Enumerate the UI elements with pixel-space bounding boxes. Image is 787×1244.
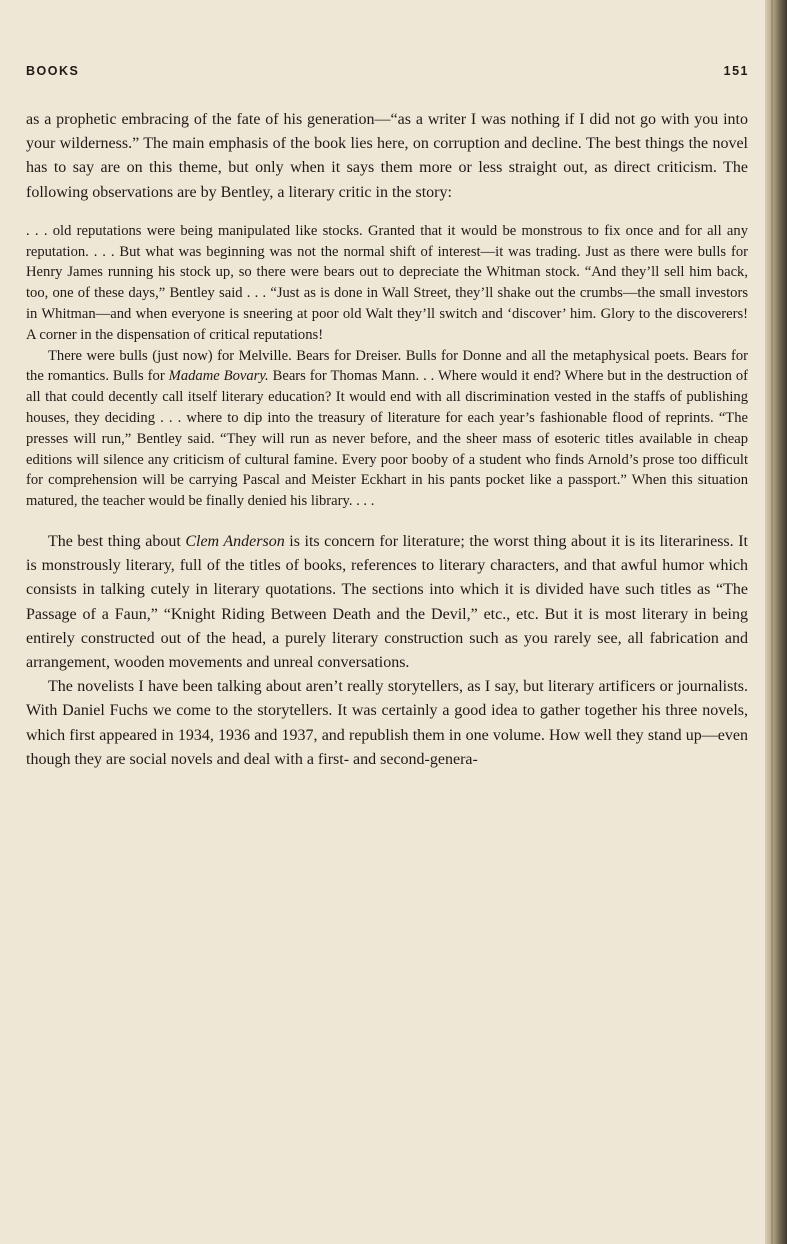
block-quote [26,221,748,512]
page-edge [765,0,787,1244]
page-body [26,108,748,772]
quote-text-b: Bears for Thomas Mann. . . Where would it end? Where but in the destruction of all that could decently call itself literary education? It would end with all discrimination vested in the staffs of publishing houses, they deciding . . . where to dip into the treasury of literature for each year’s fashionable flood of reprints. “The presses will run,” Bentley said. “They will run as never before, and the sheer mass of esoteric titles available in cheap editions will silence any criticism of cultural famine. Every poor booby of a student who finds Arnold’s prose too difficult for comprehension will be carrying Pascal and Meister Eckhart in his pants pocket like a passport.” When this situation matured, the teacher would be finally denied his library. . . . [26,368,748,510]
page-number: 151 [723,64,749,78]
quote-text-a: There were bulls (just now) for Melville. Bears for Dreiser. Bulls for Donne and all the metaphysical poets. Bears for the romantics. Bulls for [26,347,748,385]
para3-text-a: The best thing about [48,532,186,550]
paragraph-1: as a prophetic embracing of the fate of his generation—“as a writer I was nothing if I did not go with you into your wilderness.” The main emphasis of the book lies here, on corruption and decline. The best things the novel has to say are on this theme, but only when it says them more or less straight out, as direct criticism. The following observations are by Bentley, a literary critic in the story: [26,111,748,201]
running-head: BOOKS [26,64,80,78]
quote-paragraph-2 [26,346,748,512]
book-title-clem-anderson: Clem Anderson [185,532,285,550]
page-header [26,64,749,84]
paragraph-4: The novelists I have been talking about aren’t really storytellers, as I say, but literary artificers or journalists. With Daniel Fuchs we come to the storytellers. It was certainly a good idea to gather together his three novels, which first appeared in 1934, 1936 and 1937, and republish them in one volume. How well they stand up—even though they are social novels and deal with a first- and second-genera- [26,678,748,768]
book-title-madame-bovary: Madame Bovary. [168,368,269,385]
quote-paragraph-1: . . . old reputations were being manipulated like stocks. Granted that it would be monstrous to fix once and for all any reputation. . . . But what was beginning was not the normal shift of interest—it was trading. Just as there were bulls for Henry James running his stock up, so there were bears out to depreciate the Whitman stock. “And they’ll sell him back, too, one of these days,” Bentley said . . . “Just as is done in Wall Street, they’ll shake out the crumbs—the small investors in Whitman—and when everyone is sneering at poor old Walt they’ll switch and ‘discover’ him. Glory to the discoverers! A corner in the dispensation of critical reputations! [26,222,748,343]
para3-text-b: is its concern for literature; the worst thing about it is its literariness. It is monstrously literary, full of the titles of books, references to literary characters, and that awful humor which consists in talking cutely in literary quotations. The sections into which it is divided have such titles as “The Passage of a Faun,” “Knight Riding Between Death and the Devil,” etc., etc. But it is most literary in being entirely constructed out of the head, a purely literary construction such as you rarely see, all fabrication and arrangement, wooden movements and unreal conversations. [26,532,748,671]
paragraph-3 [26,530,748,675]
